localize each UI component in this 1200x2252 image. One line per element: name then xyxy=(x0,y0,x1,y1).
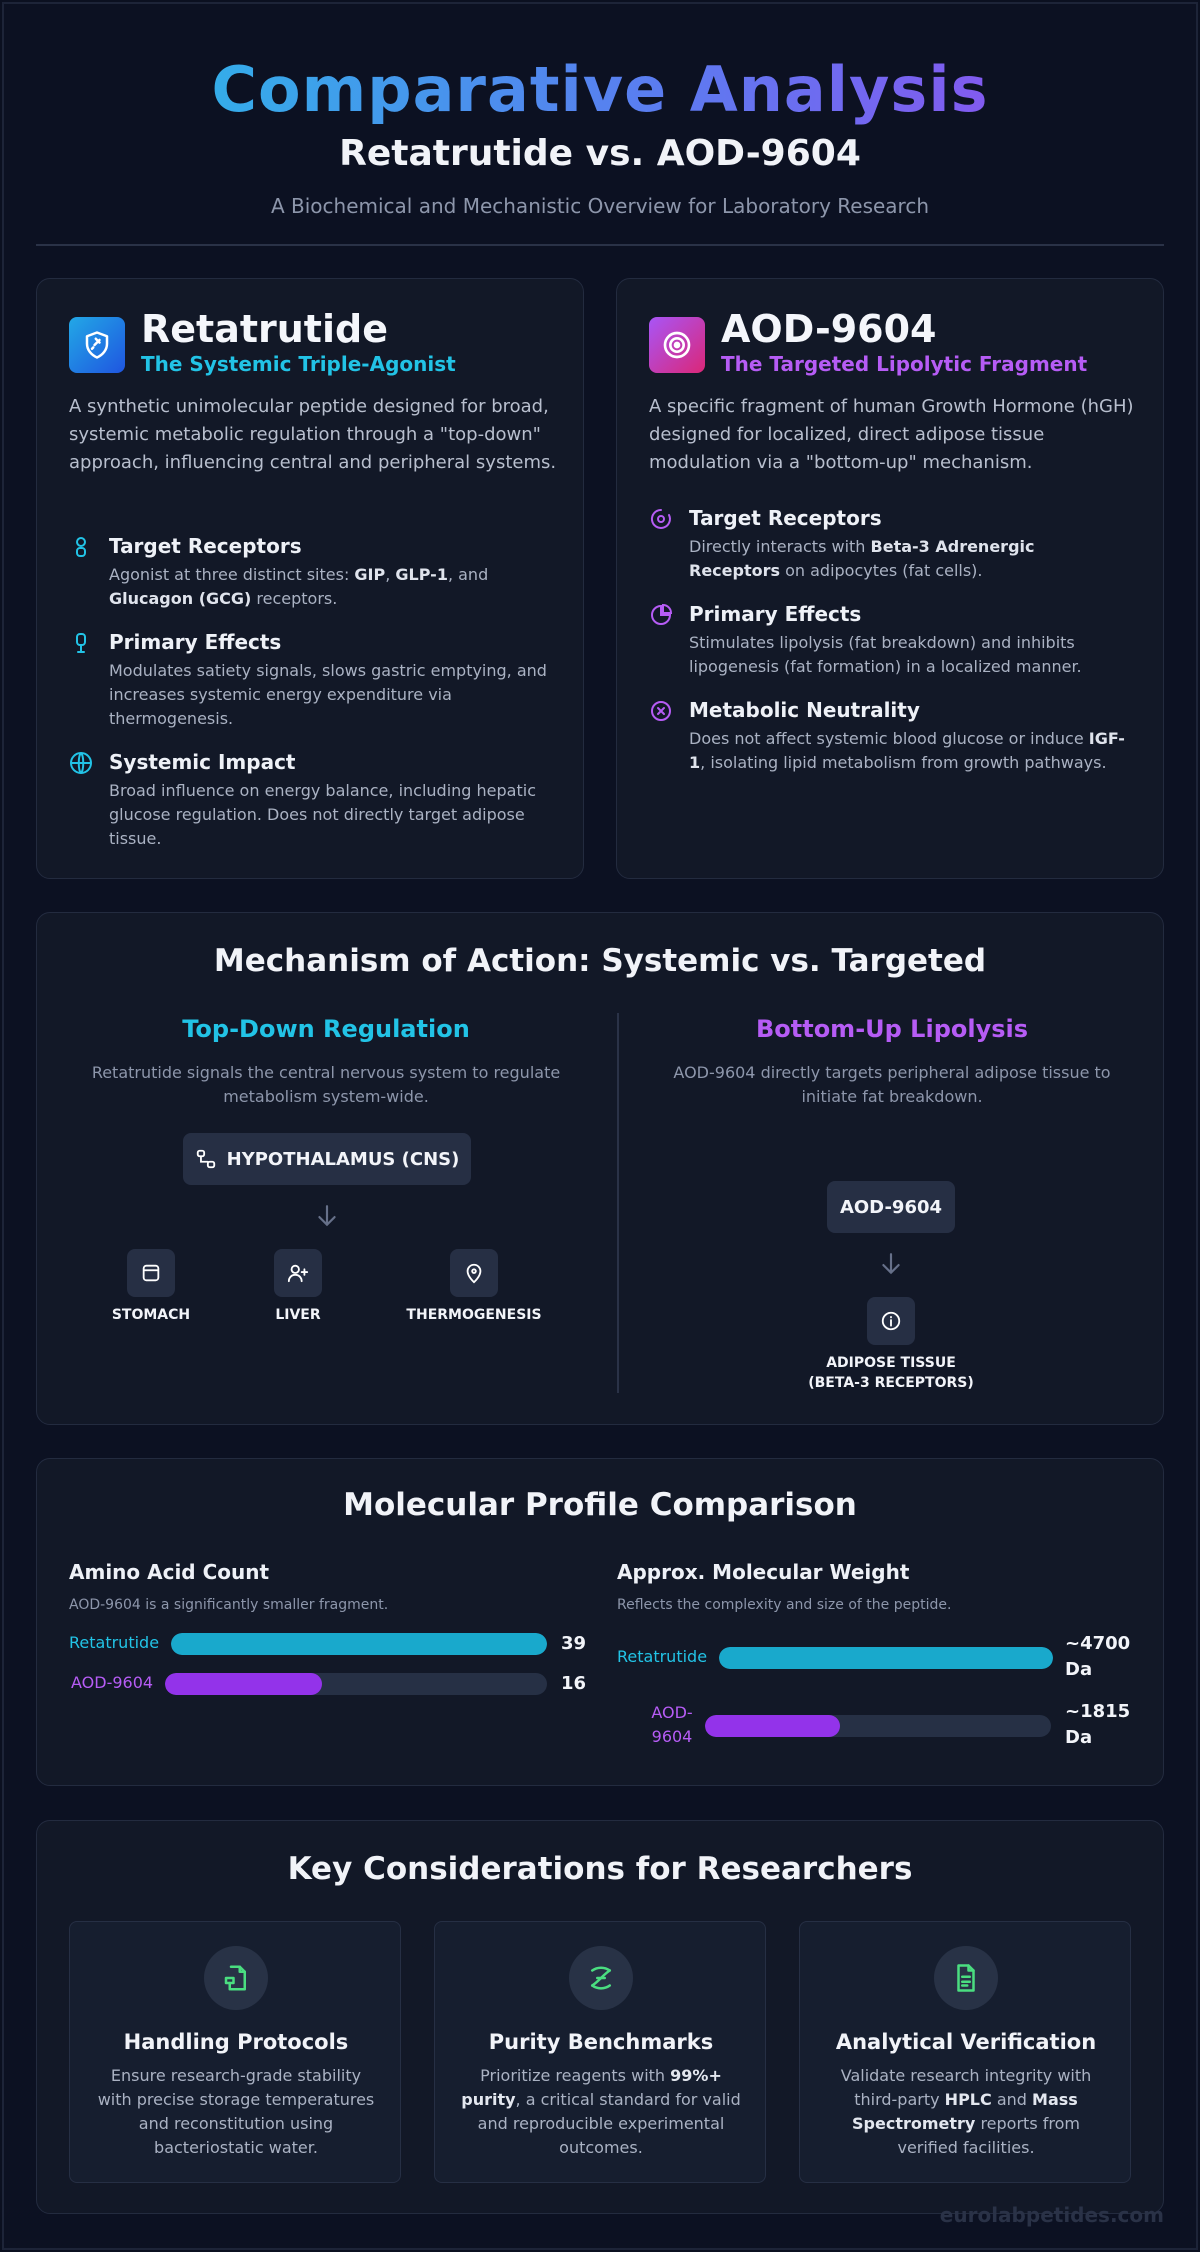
amino-aod-bar xyxy=(165,1673,322,1695)
liver-icon xyxy=(274,1249,322,1297)
weight-aod-track xyxy=(705,1715,1051,1737)
purity-icon xyxy=(569,1946,633,2010)
mechanism-title: Mechanism of Action: Systemic vs. Targeted xyxy=(213,943,987,979)
consideration-title: Analytical Verification xyxy=(835,2030,1097,2054)
document-icon xyxy=(934,1946,998,2010)
brain-link-icon xyxy=(195,1148,217,1170)
considerations-section xyxy=(36,1820,1164,2214)
amino-aod-track xyxy=(165,1673,547,1695)
amino-heading: Amino Acid Count xyxy=(69,1560,270,1584)
weight-retatrutide-track xyxy=(719,1647,1053,1669)
aod-card xyxy=(616,278,1164,879)
cell-icon xyxy=(649,507,673,531)
aod-node: AOD-9604 xyxy=(827,1181,955,1233)
feature-title: Primary Effects xyxy=(689,602,862,626)
consideration-title: Purity Benchmarks xyxy=(488,2030,714,2054)
weight-aod-label: AOD- 9604 xyxy=(651,1703,693,1746)
amino-aod-value: 16 xyxy=(561,1673,587,1694)
consideration-text: Validate research integrity with third-party HPLC and Mass Spectrometry reports from verified facilities. xyxy=(840,2066,1092,2157)
arrow-down-icon xyxy=(314,1203,340,1229)
weight-aod-value: ~1815 Da xyxy=(1065,1701,1131,1748)
aod-role: The Targeted Lipolytic Fragment xyxy=(721,352,1088,376)
liver-label: LIVER xyxy=(275,1307,321,1323)
shield-syringe-icon xyxy=(69,317,125,373)
hypothalamus-label: HYPOTHALAMUS (CNS) xyxy=(226,1148,460,1170)
feature-title: Systemic Impact xyxy=(109,750,296,774)
feature-text: Modulates satiety signals, slows gastric emptying, and increases systemic energy expenditure via thermogenesis. xyxy=(109,661,547,728)
aod-name: AOD-9604 xyxy=(721,307,937,351)
feature-text: Directly interacts with Beta-3 Adrenergic Receptors on adipocytes (fat cells). xyxy=(689,537,1035,580)
thermogenesis-label: THERMOGENESIS xyxy=(406,1307,542,1323)
feature-title: Metabolic Neutrality xyxy=(689,698,920,722)
weight-retatrutide-label: Retatrutide xyxy=(617,1647,708,1666)
feature-text: Does not affect systemic blood glucose or induce IGF-1, isolating lipid metabolism from growth pathways. xyxy=(689,729,1125,772)
weight-note: Reflects the complexity and size of the peptide. xyxy=(617,1597,952,1613)
thermogenesis-icon xyxy=(450,1249,498,1297)
consideration-card-verification xyxy=(799,1921,1131,2183)
amino-retatrutide-bar xyxy=(171,1633,547,1655)
brain-signal-icon xyxy=(69,631,93,655)
retatrutide-role: The Systemic Triple-Agonist xyxy=(141,352,456,376)
retatrutide-name: Retatrutide xyxy=(141,307,388,351)
retatrutide-card xyxy=(36,278,584,879)
mechanism-divider xyxy=(617,1013,619,1393)
consideration-text: Prioritize reagents with 99%+ purity, a critical standard for valid and reproducible experimental outcomes. xyxy=(461,2066,741,2157)
feature-title: Target Receptors xyxy=(109,534,302,558)
amino-retatrutide-label: Retatrutide xyxy=(69,1633,160,1652)
molecular-title: Molecular Profile Comparison xyxy=(343,1487,857,1523)
consideration-text: Ensure research-grade stability with precise storage temperatures and reconstitution using bacteriostatic water. xyxy=(97,2066,375,2157)
consideration-card-purity xyxy=(434,1921,766,2183)
amino-retatrutide-value: 39 xyxy=(561,1633,587,1654)
watermark: eurolabpetides.com xyxy=(939,2203,1164,2227)
info-icon xyxy=(867,1297,915,1345)
receptor-icon xyxy=(69,535,93,559)
molecular-section xyxy=(36,1458,1164,1786)
retatrutide-description: A synthetic unimolecular peptide designed for broad, systemic metabolic regulation through a "top-down" approach, influencing central and peripheral systems. xyxy=(69,396,557,473)
weight-heading: Approx. Molecular Weight xyxy=(617,1560,910,1584)
page-subtitle: Retatrutide vs. AOD-9604 xyxy=(339,133,861,174)
mechanism-right-description: AOD-9604 directly targets peripheral adipose tissue to initiate fat breakdown. xyxy=(673,1063,1111,1106)
mechanism-left-description: Retatrutide signals the central nervous system to regulate metabolism system-wide. xyxy=(91,1063,561,1106)
target-icon xyxy=(649,317,705,373)
hypothalamus-node xyxy=(183,1133,471,1185)
weight-aod-bar xyxy=(705,1715,840,1737)
amino-aod-label: AOD-9604 xyxy=(71,1673,154,1692)
weight-retatrutide-value: ~4700 Da xyxy=(1065,1633,1131,1680)
mechanism-right-heading: Bottom-Up Lipolysis xyxy=(755,1015,1029,1043)
feature-text: Agonist at three distinct sites: GIP, GLP-1, and Glucagon (GCG) receptors. xyxy=(109,565,489,608)
header-divider xyxy=(36,244,1164,246)
pie-chart-icon xyxy=(649,603,673,627)
globe-icon xyxy=(69,751,93,775)
feature-title: Target Receptors xyxy=(689,506,882,530)
aod-description: A specific fragment of human Growth Hormone (hGH) designed for localized, direct adipose tissue modulation via a "bottom-up" mechanism. xyxy=(649,396,1134,473)
mechanism-left-heading: Top-Down Regulation xyxy=(182,1015,470,1043)
feature-title: Primary Effects xyxy=(109,630,282,654)
circle-x-icon xyxy=(649,699,673,723)
stomach-icon xyxy=(127,1249,175,1297)
adipose-label: ADIPOSE TISSUE (BETA-3 RECEPTORS) xyxy=(808,1355,974,1391)
weight-retatrutide-bar xyxy=(719,1647,1053,1669)
arrow-down-icon xyxy=(878,1251,904,1277)
considerations-title: Key Considerations for Researchers xyxy=(287,1851,913,1887)
amino-retatrutide-track xyxy=(171,1633,547,1655)
mechanism-section xyxy=(36,912,1164,1425)
amino-note: AOD-9604 is a significantly smaller fragment. xyxy=(69,1597,389,1613)
page-title: Comparative Analysis xyxy=(0,52,1200,128)
feature-text: Stimulates lipolysis (fat breakdown) and inhibits lipogenesis (fat formation) in a localized manner. xyxy=(689,633,1082,676)
stomach-label: STOMACH xyxy=(111,1307,191,1323)
consideration-card-handling xyxy=(69,1921,401,2183)
vial-icon xyxy=(204,1946,268,2010)
page-tagline: A Biochemical and Mechanistic Overview for Laboratory Research xyxy=(270,194,930,218)
feature-text: Broad influence on energy balance, including hepatic glucose regulation. Does not directly target adipose tissue. xyxy=(109,781,536,848)
consideration-title: Handling Protocols xyxy=(123,2030,349,2054)
